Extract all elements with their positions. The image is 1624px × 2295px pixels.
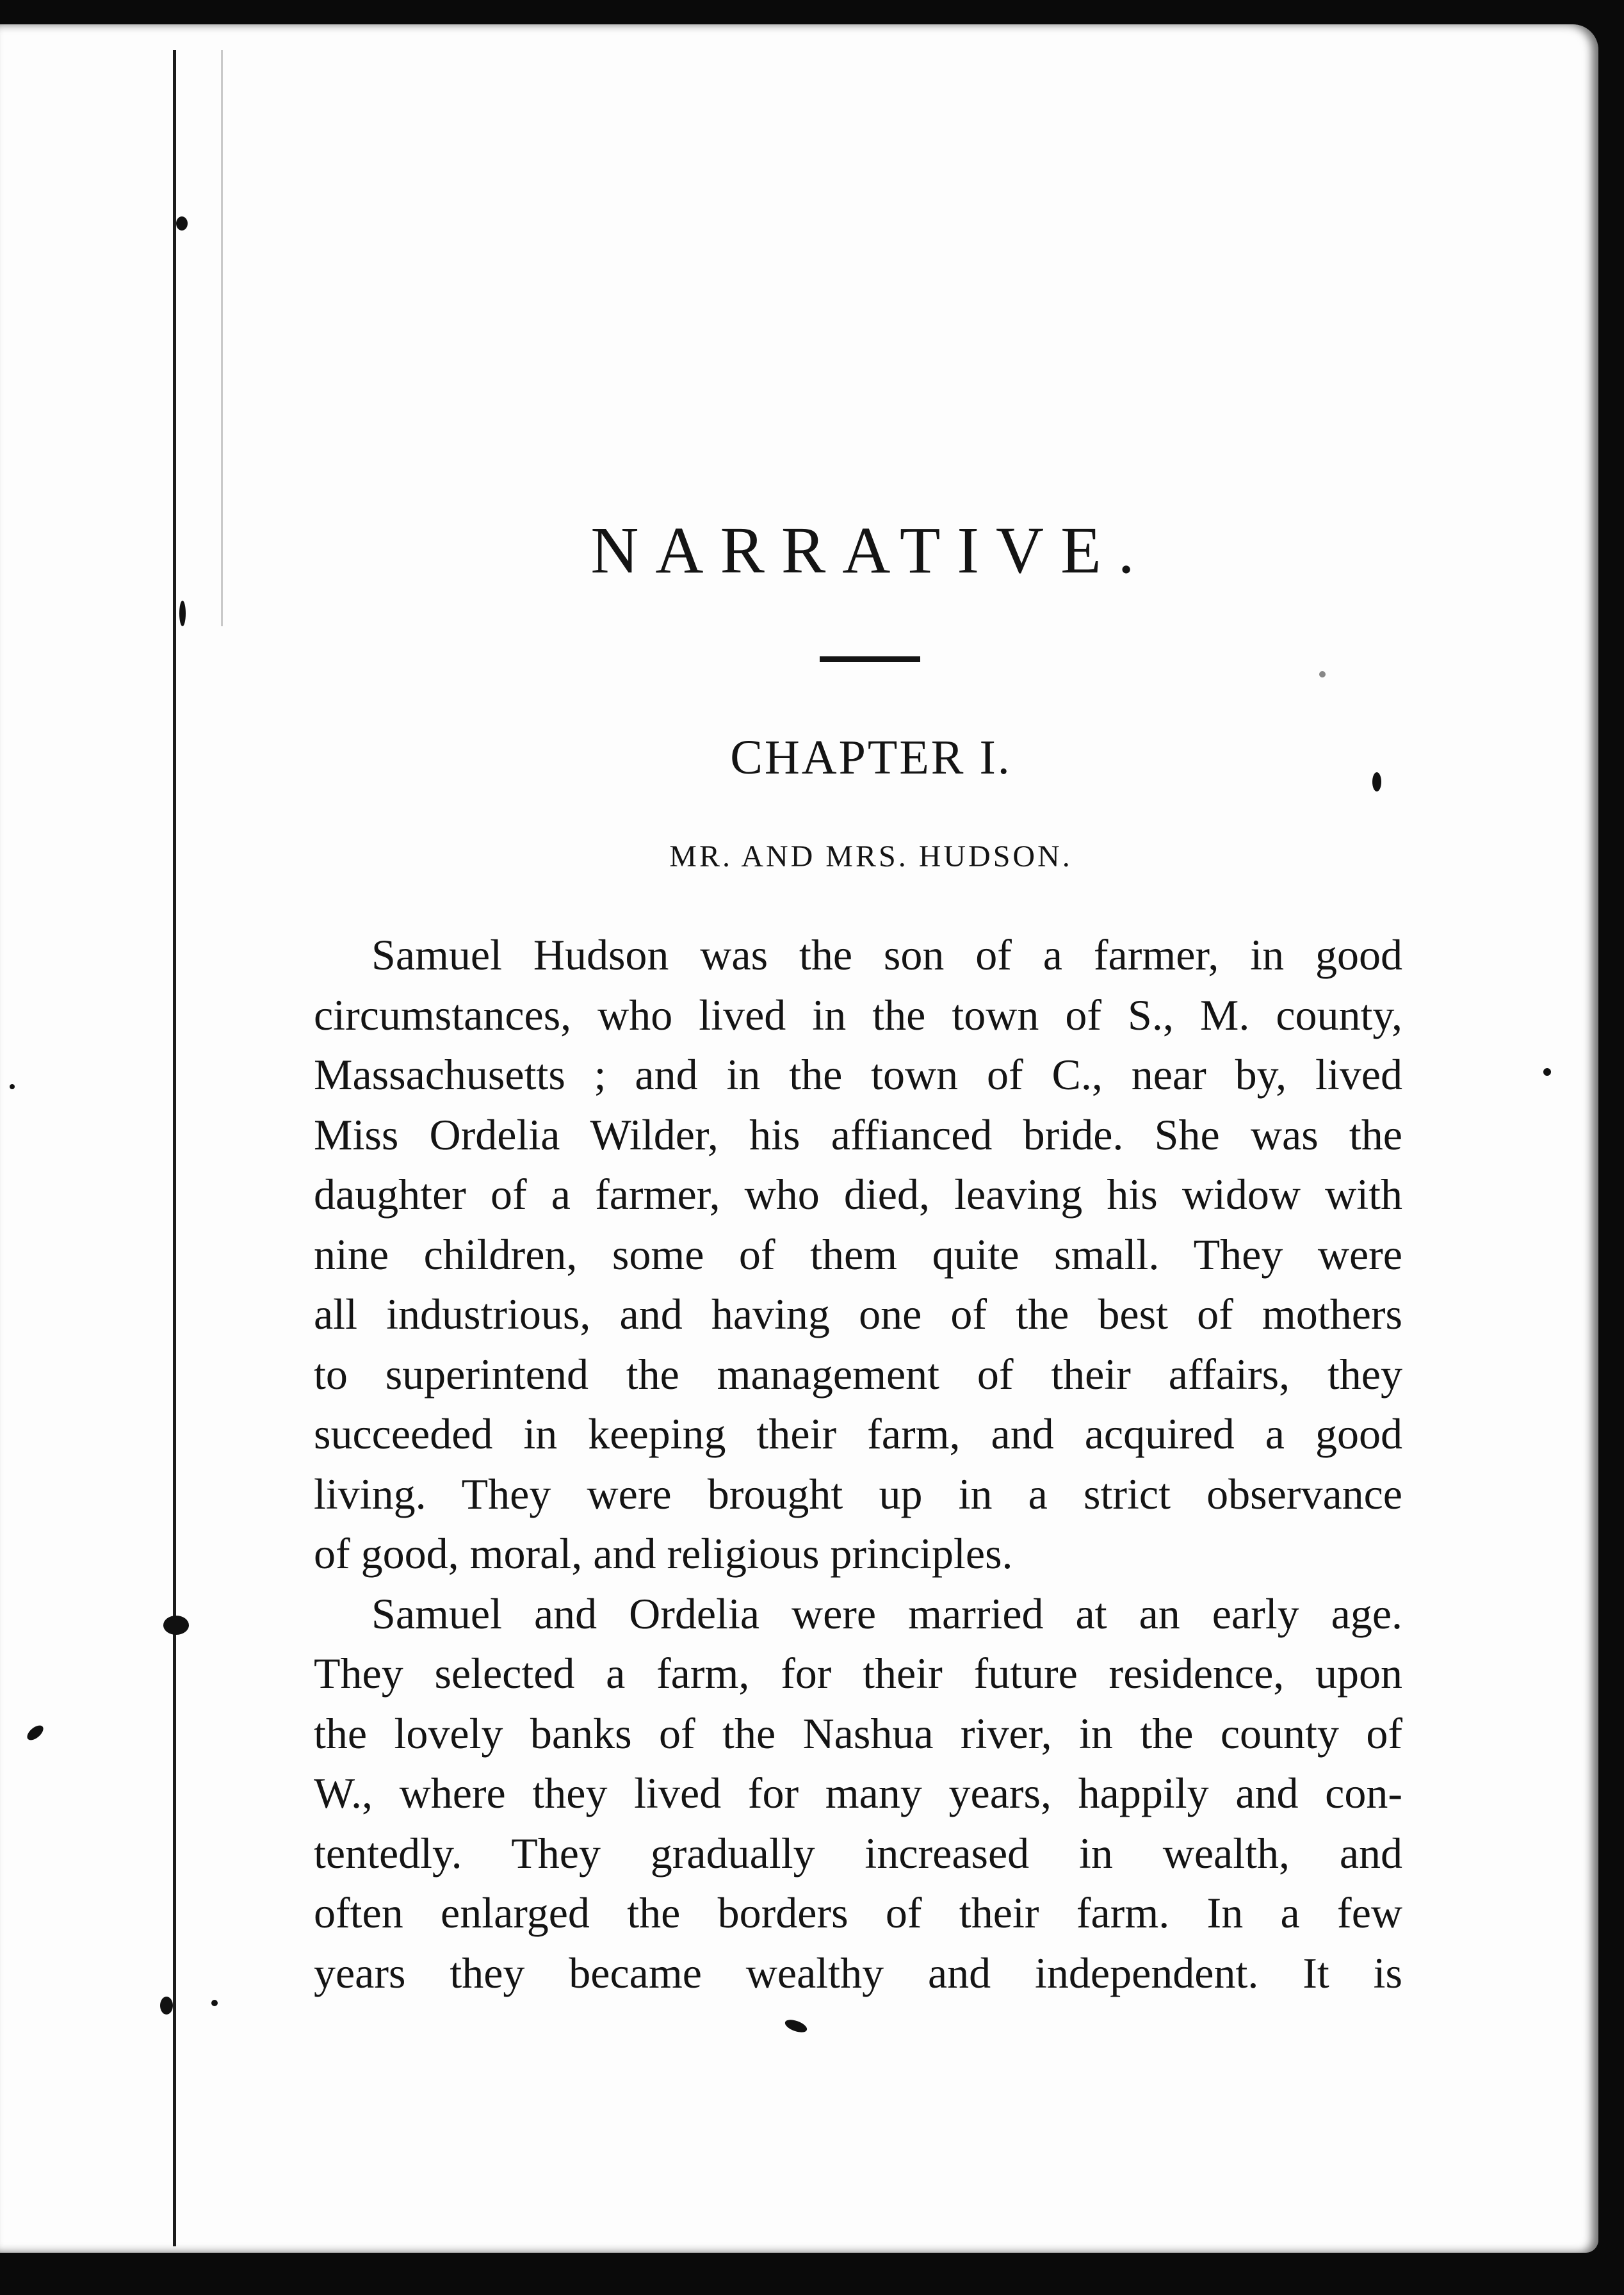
scan-speck <box>163 1616 189 1635</box>
text-line: to superintend the management of their affairs, they <box>314 1349 1402 1399</box>
scan-speck <box>1543 1068 1551 1076</box>
scan-speck <box>160 1997 173 2015</box>
text-line: nine children, some of them quite small. They were <box>314 1229 1402 1279</box>
text-line: living. They were brought up in a strict observance <box>314 1469 1402 1518</box>
text-line: the lovely banks of the Nashua river, in the county of <box>314 1708 1402 1758</box>
text-line: of good, moral, and religious principles. <box>314 1529 1013 1578</box>
text-line: Samuel Hudson was the son of a farmer, in good <box>371 930 1402 979</box>
text-line: W., where they lived for many years, happily and con- <box>314 1769 1402 1817</box>
body-text <box>314 925 1402 2003</box>
text-line: tentedly. They gradually increased in wealth, and <box>314 1828 1402 1877</box>
text-line: circumstances, who lived in the town of S., M. county, <box>314 990 1402 1039</box>
text-line: often enlarged the borders of their farm. In a few <box>314 1888 1402 1937</box>
scan-speck <box>211 2000 218 2006</box>
page-title: NARRATIVE. <box>590 514 1151 587</box>
chapter-heading: CHAPTER I. <box>730 731 1012 784</box>
text-line: daughter of a farmer, who died, leaving his widow with <box>314 1170 1402 1219</box>
scan-speck <box>176 216 188 231</box>
scan-speck <box>783 2017 808 2034</box>
text-line: all industrious, and having one of the best of mothers <box>314 1290 1402 1338</box>
paragraph <box>314 925 1402 1584</box>
scan-speck <box>24 1723 45 1743</box>
scan-speck <box>1319 671 1326 677</box>
title-rule <box>820 656 920 662</box>
paragraph <box>314 1584 1402 2004</box>
text-line: years they became wealthy and independent. It is <box>314 1948 1402 1997</box>
text-line: Samuel and Ordelia were married at an early age. <box>371 1589 1402 1638</box>
scan-speck <box>10 1084 15 1089</box>
text-line: Miss Ordelia Wilder, his affianced bride. She was the <box>314 1110 1402 1159</box>
page-binding-edge <box>173 50 176 2246</box>
text-line: Massachusetts ; and in the town of C., near by, lived <box>314 1050 1402 1099</box>
text-line: They selected a farm, for their future residence, upon <box>314 1649 1402 1698</box>
chapter-subtitle: MR. AND MRS. HUDSON. <box>669 839 1073 873</box>
scan-speck <box>179 601 186 626</box>
text-line: succeeded in keeping their farm, and acquired a good <box>314 1409 1402 1458</box>
